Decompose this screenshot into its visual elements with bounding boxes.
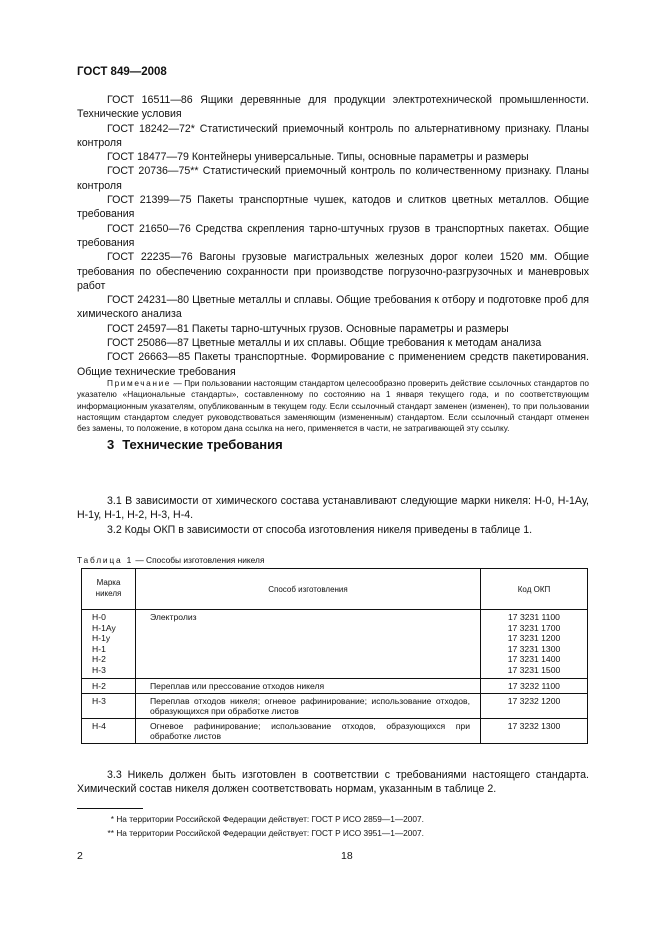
reference-item: ГОСТ 21650—76 Средства скрепления тарно-штучных грузов в транспортных пакетах. Общие требования [77,222,589,249]
footnote-mark: ** [107,828,114,838]
table-row [82,693,588,718]
note-block [77,378,589,434]
reference-item: ГОСТ 16511—86 Ящики деревянные для продукции электротехнической промышленности. Технические условия [77,94,589,121]
cell-method: Переплав отходов никеля; огневое рафинирование; использование отходов, образующихся при обработке листов [136,693,481,718]
table-row [82,610,588,679]
cell-grade: Н-2 [82,678,136,693]
page-number-center: 18 [341,850,353,862]
reference-item: ГОСТ 21399—75 Пакеты транспортные чушек, катодов и слитков цветных металлов. Общие требования [77,194,589,221]
cell-code: 17 3232 1100 [481,678,588,693]
reference-list [77,93,589,379]
cell-grade: Н-0 Н-1Ау Н-1у Н-1 Н-2 Н-3 [82,610,136,679]
header-code: Код ОКП [481,569,588,610]
reference-item: ГОСТ 18242—72* Статистический приемочный контроль по альтернативному признаку. Планы контроля [77,122,589,149]
table-row [82,718,588,743]
reference-item: ГОСТ 26663—85 Пакеты транспортные. Формирование с применением средств пакетирования. Общие технические требования [77,351,589,378]
cell-method: Огневое рафинирование; использование отходов, образующихся при обработке листов [136,718,481,743]
table-caption-text: — Способы изготовления никеля [135,555,265,565]
footnote-1 [77,814,424,824]
reference-item: ГОСТ 18477—79 Контейнеры универсальные. Типы, основные параметры и размеры [107,151,529,164]
footnote-text: На территории Российской Федерации действует: ГОСТ Р ИСО 3951—1—2007. [116,828,424,838]
header-grade: Марка никеля [82,569,136,610]
paragraph-3-2: 3.2 Коды ОКП в зависимости от способа изготовления никеля приведены в таблице 1. [107,524,533,536]
footnote-text: На территории Российской Федерации действует: ГОСТ Р ИСО 2859—1—2007. [116,814,424,824]
section-title: Технические требования [122,437,283,452]
paragraph-3-1: 3.1 В зависимости от химического состава устанавливают следующие марки никеля: Н-0, Н-1Ау, Н-1у, Н-1, Н-2, Н-3, Н-4. [77,495,589,522]
cell-code: 17 3231 1100 17 3231 1700 17 3231 1200 17 3231 1300 17 3231 1400 17 3231 1500 [481,610,588,679]
document-header: ГОСТ 849—2008 [77,66,167,78]
cell-grade: Н-3 [82,693,136,718]
paragraph-3-3: 3.3 Никель должен быть изготовлен в соответствии с требованиями настоящего стандарта. Химический состав никеля должен соответствовать нормам, указанным в таблице 2. [77,769,589,796]
header-method: Способ изготовления [136,569,481,610]
reference-item: ГОСТ 25086—87 Цветные металлы и их сплавы. Общие требования к методам анализа [107,337,542,350]
footnote-separator [77,808,143,809]
note-label: Примечание [107,378,172,388]
table-caption [77,555,264,565]
table-1 [81,568,588,744]
table-row [82,678,588,693]
page-number-left: 2 [77,850,83,862]
footnote-mark: * [110,814,114,824]
cell-code: 17 3232 1300 [481,718,588,743]
cell-grade: Н-4 [82,718,136,743]
reference-item: ГОСТ 24231—80 Цветные металлы и сплавы. Общие требования к отбору и подготовке проб для химического анализа [77,294,589,321]
reference-item: ГОСТ 22235—76 Вагоны грузовые магистральных железных дорог колеи 1520 мм. Общие требования по обеспечению сохранности при производстве погрузочно-разгрузочных и маневровых работ [77,251,589,292]
table-caption-label: Таблица 1 [77,555,134,565]
note-text: — При пользовании настоящим стандартом целесообразно проверить действие ссылочных стандартов по указателю «Национальные стандарты», составленному по состоянию на 1 января текущего года, и по соответствующим информационным указателям, опубликованным в текущем году. Если ссылочный стандарт заменен (изменен), то при пользовании настоящим стандартом следует руководствоваться заменяющим (измененным) стандартом. Если ссылочный стандарт отменен без замены, то положение, в котором дана ссылка на него, применяется в части, не затрагивающей эту ссылку. [77,378,589,434]
section-number: 3 [107,437,115,452]
section-heading [107,437,283,452]
table-header-row [82,569,588,610]
reference-item: ГОСТ 24597—81 Пакеты тарно-штучных грузов. Основные параметры и размеры [107,322,509,335]
cell-code: 17 3232 1200 [481,693,588,718]
reference-item: ГОСТ 20736—75** Статистический приемочный контроль по количественному признаку. Планы контроля [77,165,589,192]
cell-method: Переплав или прессование отходов никеля [136,678,481,693]
cell-method: Электролиз [136,610,481,679]
footnote-2 [77,828,424,838]
